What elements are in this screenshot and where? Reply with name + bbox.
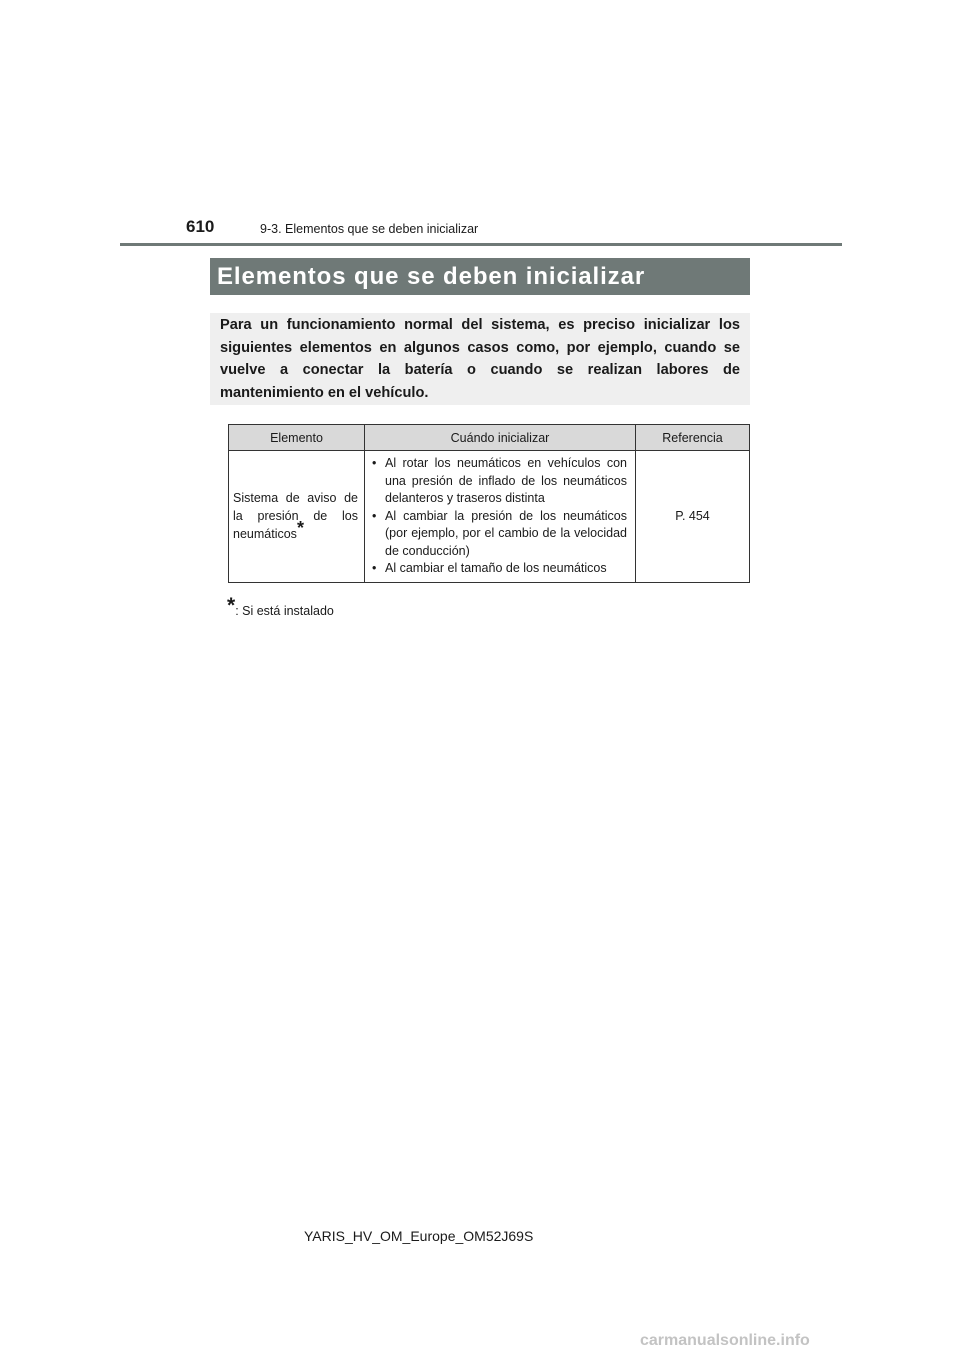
- column-header-reference: Referencia: [636, 425, 750, 451]
- table-row: [229, 451, 750, 583]
- footnote-mark: *: [227, 594, 236, 617]
- list-item: • Al rotar los neumáticos en vehículos con una presión de inflado de los neumáticos delanteros y traseros distinta: [372, 456, 627, 505]
- element-cell: [229, 451, 365, 583]
- bullet-icon: •: [372, 561, 377, 575]
- document-code: YARIS_HV_OM_Europe_OM52J69S: [304, 1228, 534, 1244]
- intro-paragraph: Para un funcionamiento normal del sistema, es preciso inicializar los siguientes elementos en algunos casos como, por ejemplo, cuando se vuelve a conectar la batería o cuando se realizan labores de mantenimiento en el vehículo.: [210, 313, 750, 405]
- column-header-when: Cuándo inicializar: [365, 425, 636, 451]
- list-item: • Al cambiar la presión de los neumáticos (por ejemplo, por el cambio de la velocidad de conducción): [372, 508, 627, 558]
- initialization-table: [228, 424, 750, 583]
- list-item: • Al cambiar el tamaño de los neumáticos: [372, 560, 627, 578]
- element-name: Sistema de aviso de la presión de los neumáticos: [233, 491, 358, 542]
- section-reference: 9-3. Elementos que se deben inicializar: [260, 222, 479, 236]
- footnote: [227, 594, 334, 618]
- watermark: carmanualsonline.info: [640, 1332, 810, 1349]
- column-header-element: Elemento: [229, 425, 365, 451]
- bullet-icon: •: [372, 456, 377, 470]
- page-title: Elementos que se deben inicializar: [210, 258, 750, 295]
- table-header-row: [229, 425, 750, 451]
- when-list: [372, 455, 627, 578]
- page-number: 610: [186, 217, 215, 236]
- installed-mark: *: [296, 518, 304, 539]
- reference-cell: P. 454: [636, 451, 750, 583]
- when-cell: [365, 451, 636, 583]
- header-divider: [120, 243, 842, 246]
- bullet-icon: •: [372, 508, 377, 523]
- footnote-text: : Si está instalado: [235, 604, 334, 618]
